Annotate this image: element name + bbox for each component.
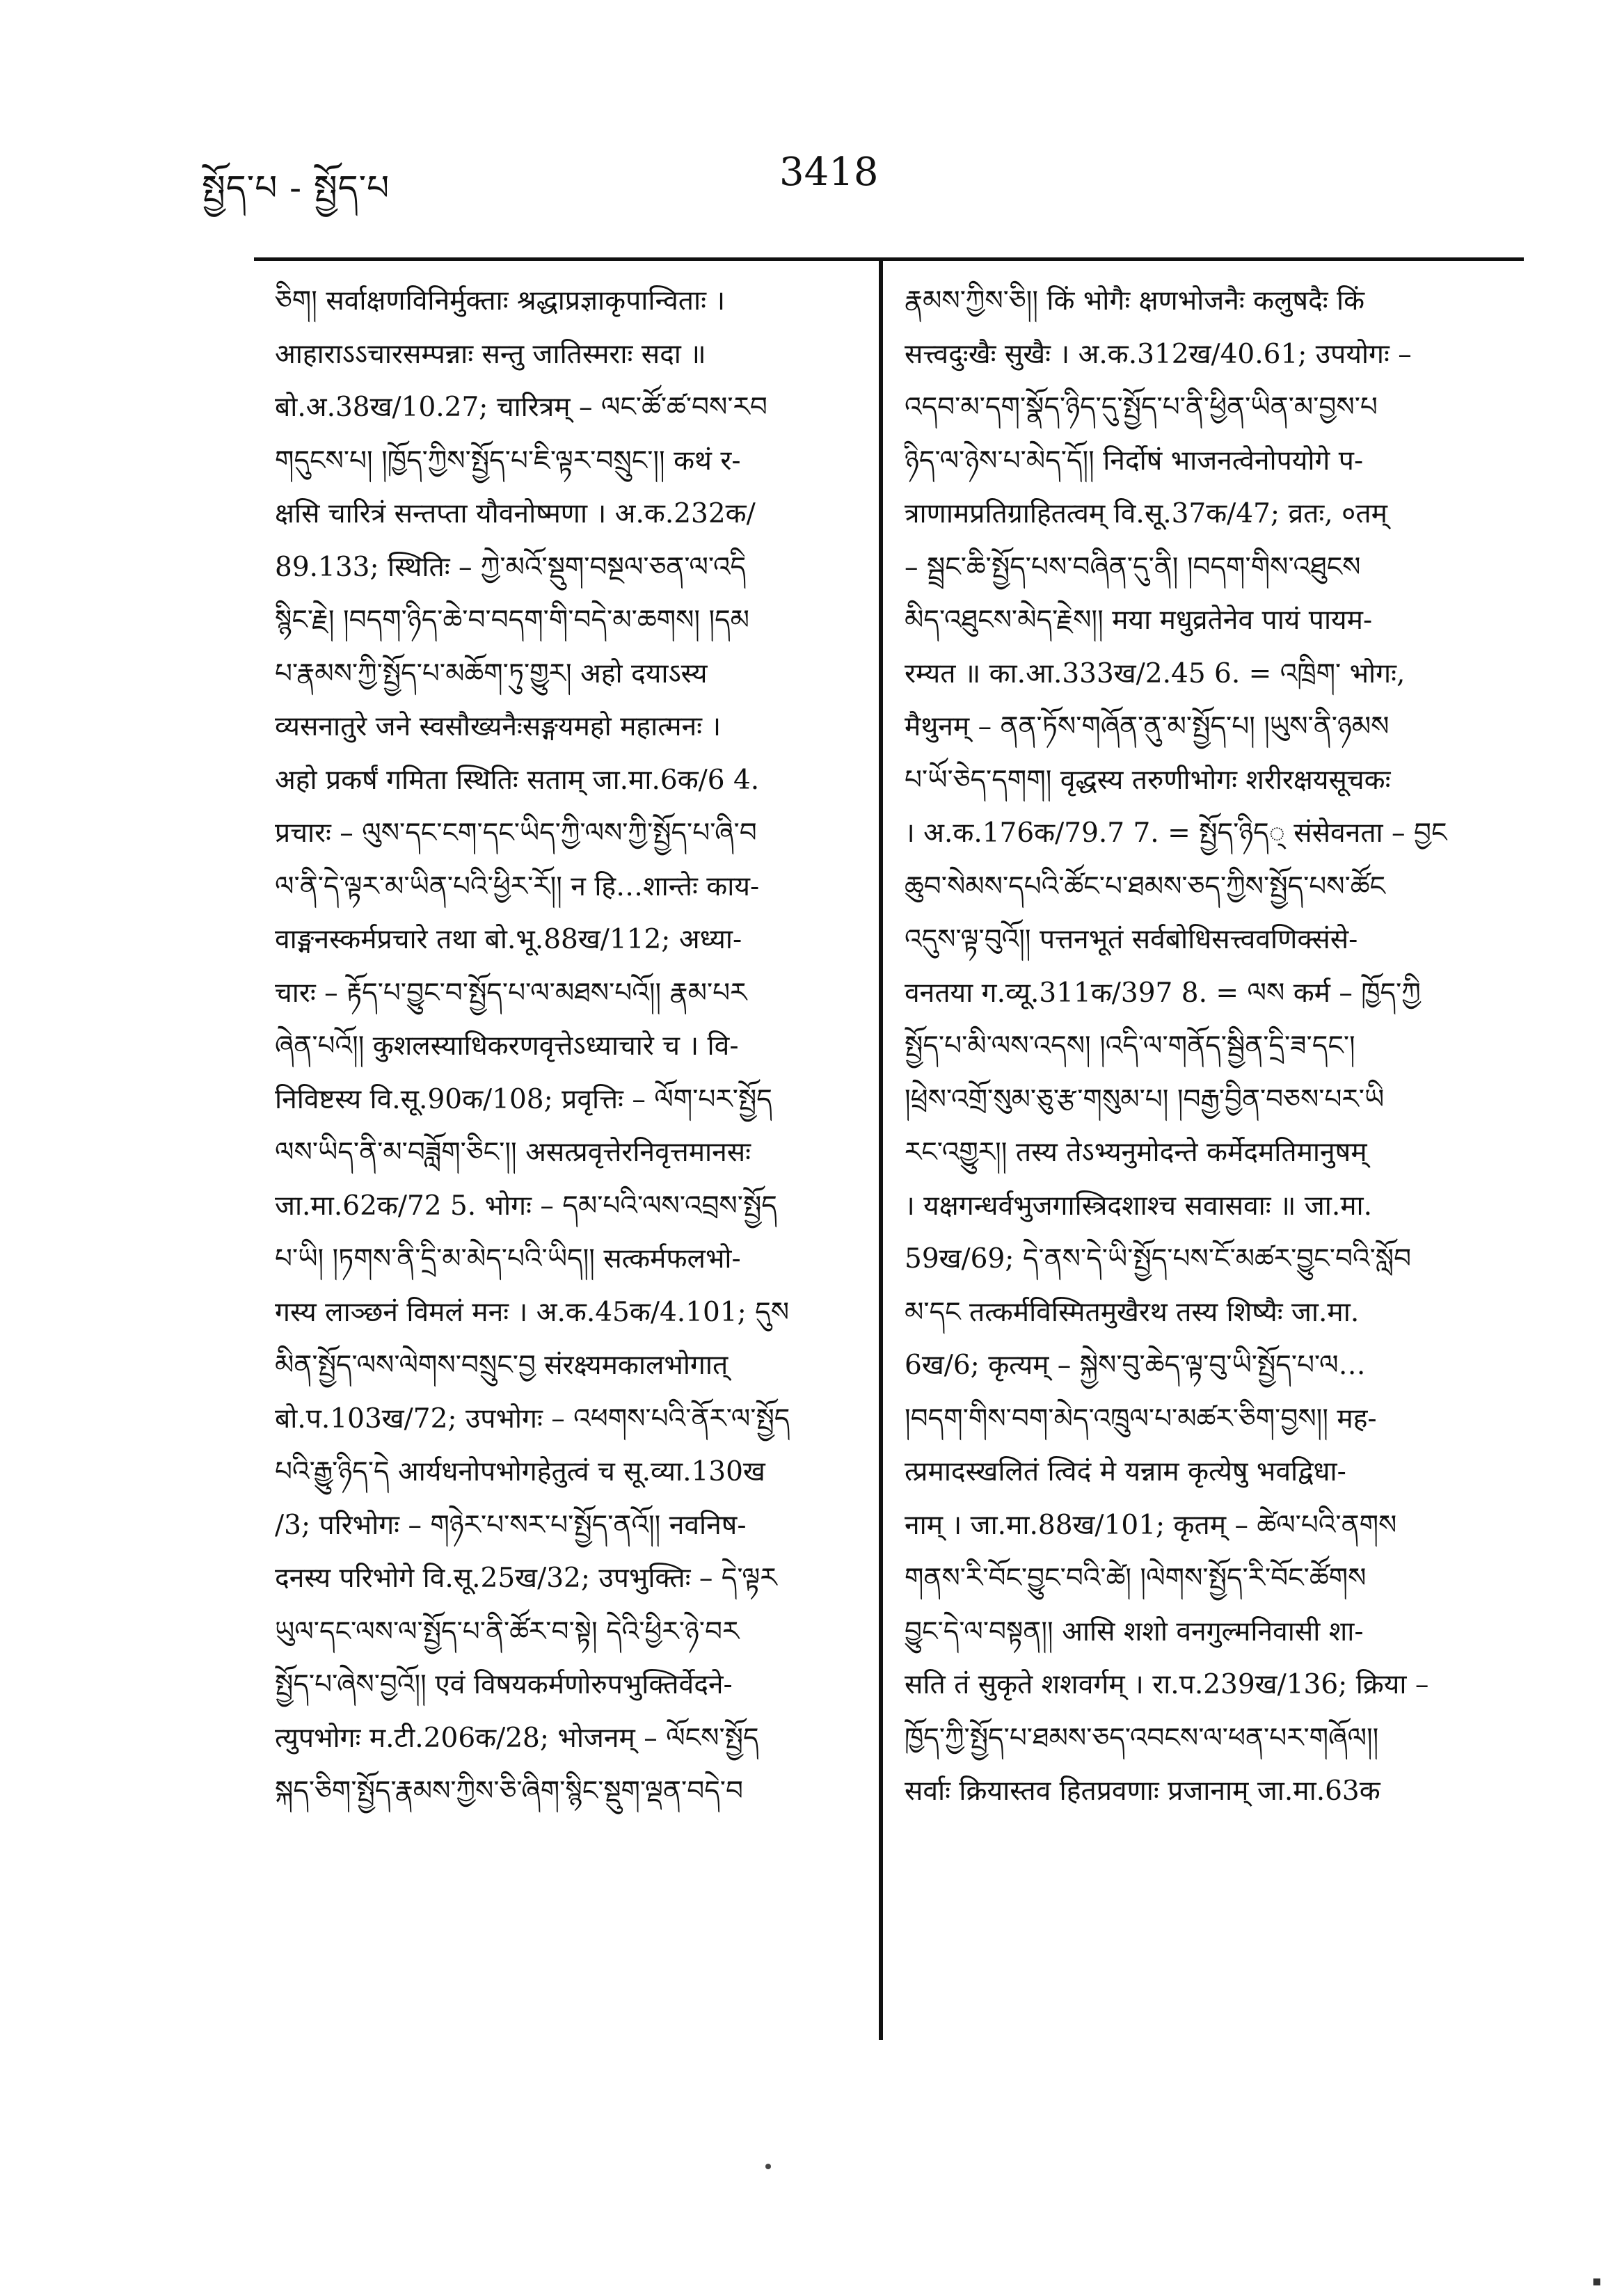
text-line: रम्यत ॥ का.आ.333ख/2.45 6. = འཁྲིག་ भोगः,: [905, 657, 1406, 689]
text-line: त्प्रमादस्खलितं त्विदं मे यन्नाम कृत्येषु भवद्विधा-: [905, 1456, 1346, 1487]
text-line: ལ་ནི་དེ་ལྟར་མ་ཡིན་པའི་ཕྱིར་རོ།། न हि…शान्तेः काय-: [275, 870, 760, 902]
stray-mark: [765, 2164, 771, 2169]
text-line: निविष्टस्य वि.सू.90क/108; प्रवृत्तिः – ལོག་པར་སྤྱོད: [275, 1083, 772, 1115]
text-line: མིན་སྤྱོད་ལས་ལེགས་བསྲུང་བྱ संरक्ष्यमकालभोगात्: [275, 1350, 729, 1381]
text-line: བྱུང་དེ་ལ་བསྟན།། आसि शशो वनगुल्मनिवासी शा-: [905, 1615, 1364, 1647]
text-line: वनतया ग.व्यू.311क/397 8. = ལས कर्म – ཁྱོད་ཀྱི: [905, 977, 1421, 1009]
text-line: །ཕྲེས་འགྲོ་སུམ་ཅུ་རྩ་གསུམ་པ། །བརྒྱ་བྱིན་བཅས་པར་ཡི: [905, 1083, 1385, 1115]
text-line: सति तं सुकृते शशवर्गम् । रा.प.239ख/136; क्रिया –: [905, 1669, 1429, 1700]
text-line: आहाराऽऽचारसम्पन्नाः सन्तु जातिस्मराः सदा ॥: [275, 338, 706, 370]
text-line: ཞེན་པའོ།། कुशलस्याधिकरणवृत्तेऽध्याचारे च । वि-: [275, 1030, 739, 1062]
text-line: པ་ཡོ་ཅེད་དགག། वृद्धस्य तरुणीभोगः शरीरक्षयसूचकः: [905, 764, 1391, 796]
header-rule: [254, 257, 1524, 261]
text-line: मैथुनम् – ནན་ཏོས་གཞོན་ནུ་མ་སྤྱོད་པ། །ཡུས་ནི་ཉམས: [905, 711, 1390, 742]
text-line: ཆུབ་སེམས་དཔའི་ཚོང་པ་ཐམས་ཅད་ཀྱིས་སྤྱོད་པས་ཚོང: [905, 870, 1386, 902]
running-head: སྤྱོད་པ - སྤྱོད་པ: [202, 168, 390, 208]
left-column: [275, 275, 866, 1819]
text-line: ལས་ཡིད་ནི་མ་བཟློག་ཅིང་།། असत्प्रवृत्तेरनिवृत्तमानसः: [275, 1137, 751, 1168]
text-line: बो.प.103ख/72; उपभोगः – འཕགས་པའི་ནོར་ལ་སྤྱོད: [275, 1403, 790, 1435]
text-line: གནས་རི་བོང་བྱུང་བའི་ཚེ། །ལེགས་སྤྱོད་རི་བོང་ཚོགས: [905, 1563, 1367, 1594]
text-line: दनस्य परिभोगे वि.सू.25ख/32; उपभुक्तिः – དེ་ལྟར: [275, 1563, 777, 1594]
text-line: པ་ཡི། །ཏགས་ནི་དྲི་མ་མེད་པའི་ཡིད།། सत्कर्मफलभो-: [275, 1243, 741, 1275]
text-line: 59ख/69; དེ་ནས་དེ་ཡི་སྤྱོད་པས་ངོ་མཚར་བྱུང་བའི་སློབ: [905, 1243, 1412, 1275]
text-line: जा.मा.62क/72 5. भोगः – དམ་པའི་ལས་འབྲས་སྤྱོད: [275, 1190, 777, 1222]
text-line: གདུངས་པ། །ཁྱོད་ཀྱིས་སྤྱོད་པ་ཇི་ལྟར་བསྲུང་།། कथं र-: [275, 445, 741, 477]
text-line: སྐད་ཅིག་སྤྱོད་རྣམས་ཀྱིས་ཅི་ཞིག་སྙིང་སྡུག་ལྡན་བདེ་བ: [275, 1775, 743, 1807]
text-line: ཁྱོད་ཀྱི་སྤྱོད་པ་ཐམས་ཅད་འབངས་ལ་ཕན་པར་གཞོལ།།: [905, 1722, 1379, 1754]
text-line: /3; परिभोगः – གཉེར་པ་སར་པ་སྤྱོད་ནའོ།། नवनिष-: [275, 1509, 747, 1541]
text-line: སྤྱོད་པ་ཞེས་བྱའོ།། एवं विषयकर्मणोरुपभुक्तिर्वेदने-: [275, 1669, 733, 1700]
text-line: चारः – རྟོད་པ་བྱུང་བ་སྤྱོད་པ་ལ་མཐས་པའོ།། རྣམ་པར: [275, 977, 747, 1009]
text-line: सर्वाः क्रियास्तव हितप्रवणाः प्रजानाम् जा.मा.63क: [905, 1775, 1380, 1807]
text-line: ཡུལ་དང་ལས་ལ་སྤྱོད་པ་ནི་ཚོར་བ་སྟེ། དེའི་ཕྱིར་ཉེ་བར: [275, 1615, 740, 1647]
text-line: མ་དང तत्कर्मविस्मितमुखैरथ तस्य शिष्यैः जा.मा.: [905, 1296, 1360, 1328]
text-line: རྣམས་ཀྱིས་ཅི།། किं भोगैः क्षणभोजनैः कलुषदैः किं: [905, 285, 1365, 317]
right-column: [905, 275, 1517, 1819]
column-divider: [879, 259, 883, 2040]
text-line: नाम् । जा.मा.88ख/101; कृतम् – ཚེལ་པའི་ནགས: [905, 1509, 1397, 1541]
text-line: སྤྱོད་པ་མི་ལས་འདས། །འདི་ལ་གནོད་སྦྱིན་དྲི་ཟ་དང་།: [905, 1030, 1355, 1062]
text-line: गस्य लाञ्छनं विमलं मनः । अ.क.45क/4.101; དུས: [275, 1296, 790, 1328]
text-line: རང་འགྱུར།། तस्य तेऽभ्यनुमोदन्ते कर्मेदमतिमानुषम्: [905, 1137, 1367, 1168]
text-line: सत्त्वदुःखैः सुखैः । अ.क.312ख/40.61; उपयोगः –: [905, 338, 1412, 370]
text-line: འདབ་མ་དག་སྣོད་ཉིད་དུ་སྤྱོད་པ་ནི་ཕྱིན་ཡིན་མ་བྱས་པ: [905, 392, 1378, 423]
text-line: क्षसि चारित्रं सन्तप्ता यौवनोष्मणा । अ.क.232क/: [275, 498, 756, 529]
text-line: प्रचारः – ལུས་དང་ངག་དང་ཡིད་ཀྱི་ལས་ཀྱི་སྤྱོད་པ་ཞི་བ: [275, 817, 757, 849]
text-line: 89.133; स्थितिः – ཀྱེ་མའོ་སྡུག་བསྔལ་ཅན་ལ་འདི: [275, 551, 747, 583]
page-number: 3418: [779, 150, 879, 195]
text-line: པའི་རྒྱུ་ཉིད་དེ आर्यधनोपभोगहेतुत्वं च सू.व्या.130ख: [275, 1456, 765, 1487]
text-line: । यक्षगन्धर्वभुजगास्त्रिदशाश्च सवासवाः ॥ जा.मा.: [905, 1190, 1373, 1222]
text-line: ཅིག། सर्वाक्षणविनिर्मुक्ताः श्रद्धाप्रज्ञाकृपान्विताः ।: [275, 285, 726, 317]
text-line: སྙིང་རྗེ། །བདག་ཉིད་ཆེ་བ་བདག་གི་བདེ་མ་ཆགས། །དམ: [275, 605, 750, 636]
text-line: वाङ्मनस्कर्मप्रचारे तथा बो.भू.88ख/112; अध्या-: [275, 924, 742, 955]
text-line: 6ख/6; कृत्यम् – སྐྱེས་བུ་ཆེད་ལྟ་བུ་ཡི་སྤྱོད་པ་ལ…: [905, 1350, 1366, 1381]
text-line: त्राणामप्रतिग्राहितत्वम् वि.सू.37क/47; व्रतः, ०तम्: [905, 498, 1387, 529]
text-line: त्युपभोगः म.टी.206क/28; भोजनम् – ལོངས་སྤྱོད: [275, 1722, 759, 1754]
text-line: མིད་འཐུངས་མེད་རྗེས།། मया मधुव्रतेनेव पायं पायम-: [905, 605, 1373, 636]
text-line: व्यसनातुरे जने स्वसौख्यनैःसङ्गयमहो महात्मनः ।: [275, 711, 722, 742]
text-line: པ་རྣམས་ཀྱི་སྤྱོད་པ་མཆོག་ཏུ་གྱུར། अहो दयाऽस्य: [275, 657, 708, 689]
text-line: འདུས་ལྟ་བུའོ།། पत्तनभूतं सर्वबोधिसत्त्ववणिक्संसे-: [905, 924, 1358, 955]
text-line: – སྦྲང་ཆི་སྤྱོད་པས་བཞིན་དུ་ནི། །བདག་གིས་འཐུངས: [905, 551, 1361, 583]
text-line: अहो प्रकर्षं गमिता स्थितिः सताम् जा.मा.6क/6 4.: [275, 764, 760, 796]
text-line: । अ.क.176क/79.7 7. = སྤྱོད་ཉིད् संसेवनता – བྱང: [905, 817, 1447, 849]
text-line: ཉིད་ལ་ཉེས་པ་མེད་དོ།། निर्दोषं भाजनत्वेनोपयोगे प-: [905, 445, 1364, 477]
text-line: बो.अ.38ख/10.27; चारित्रम् – ལང་ཚོ་ཚ་བས་རབ: [275, 392, 767, 423]
text-line: །བདག་གིས་བག་མེད་འཁྲུལ་པ་མཚར་ཅིག་བྱས།། मह-: [905, 1403, 1377, 1435]
corner-mark: [1593, 2278, 1600, 2285]
